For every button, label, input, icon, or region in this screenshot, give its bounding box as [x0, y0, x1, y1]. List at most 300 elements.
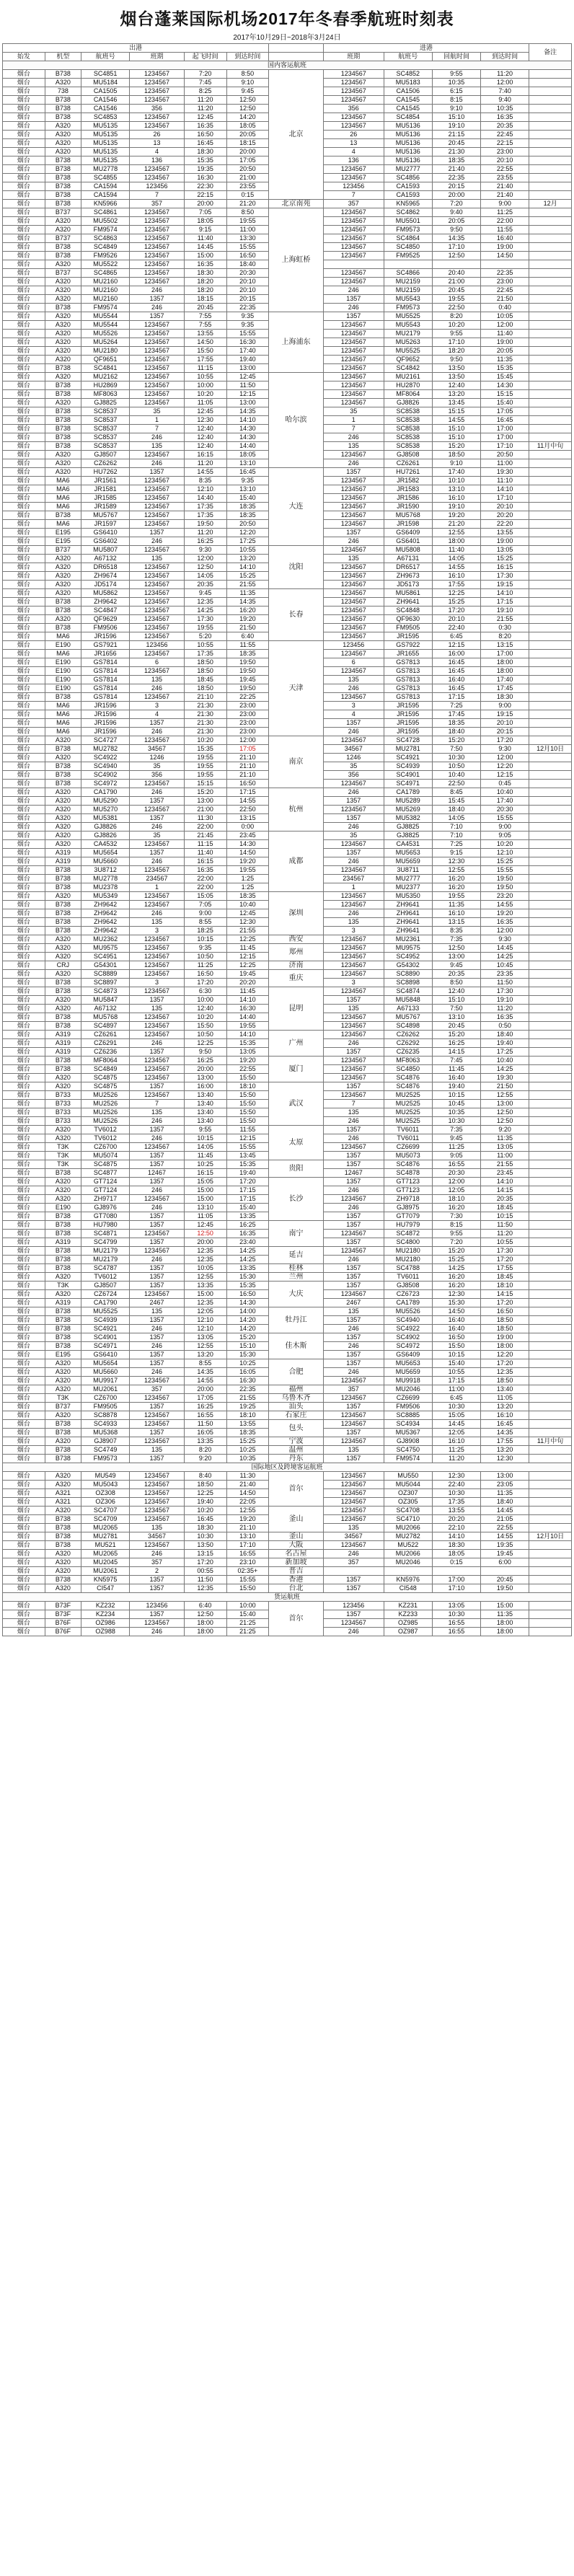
- return-time-cell: 11:40: [432, 546, 480, 555]
- return-time-cell: 12:30: [432, 1290, 480, 1299]
- takeoff-cell: 16:25: [184, 1057, 226, 1065]
- return-days-cell: 135: [323, 918, 384, 927]
- origin-cell: 烟台: [3, 1212, 45, 1221]
- return-flight-cell: CA4531: [384, 840, 432, 849]
- return-days-cell: 1: [323, 416, 384, 425]
- return-arrive-cell: 17:10: [481, 494, 529, 503]
- origin-cell: 烟台: [3, 1472, 45, 1481]
- takeoff-cell: 7:55: [184, 321, 226, 330]
- flight-cell: CA4532: [81, 840, 130, 849]
- return-arrive-cell: 12:50: [481, 1108, 529, 1117]
- takeoff-cell: 15:05: [184, 1178, 226, 1186]
- return-flight-cell: MU2525: [384, 1091, 432, 1100]
- origin-cell: 烟台: [3, 1282, 45, 1290]
- origin-cell: 烟台: [3, 1256, 45, 1264]
- return-days-cell: 246: [323, 788, 384, 797]
- return-flight-cell: MU5526: [384, 1307, 432, 1316]
- destination-cell: 釜山: [269, 1532, 324, 1541]
- return-flight-cell: SC4876: [384, 1082, 432, 1091]
- return-flight-cell: SC4854: [384, 113, 432, 122]
- arrive-cell: 20:50: [226, 165, 269, 174]
- flight-cell: MU2065: [81, 1524, 130, 1532]
- return-days-cell: 246: [323, 1628, 384, 1636]
- return-flight-cell: TV6011: [384, 1134, 432, 1143]
- destination-cell: 石家庄: [269, 1411, 324, 1420]
- takeoff-cell: 21:30: [184, 702, 226, 710]
- days-cell: 1234567: [130, 278, 185, 286]
- return-arrive-cell: 11:20: [481, 70, 529, 79]
- origin-cell: 烟台: [3, 416, 45, 425]
- arrive-cell: 21:25: [226, 1619, 269, 1628]
- takeoff-cell: 19:55: [184, 624, 226, 632]
- arrive-cell: 12:25: [226, 935, 269, 944]
- note-cell: [529, 468, 572, 477]
- days-cell: 1357: [130, 1429, 185, 1437]
- note-cell: [529, 1273, 572, 1282]
- arrive-cell: 13:30: [226, 234, 269, 243]
- aircraft-cell: B738: [45, 1013, 81, 1022]
- origin-cell: 烟台: [3, 1299, 45, 1307]
- return-days-cell: 1234567: [323, 79, 384, 87]
- flight-cell: MU2045: [81, 1558, 130, 1567]
- flight-cell: MU5043: [81, 1481, 130, 1489]
- return-flight-cell: CZ6723: [384, 1290, 432, 1299]
- col-return-flight: 航班号: [384, 53, 432, 61]
- days-cell: 1234567: [130, 122, 185, 131]
- flight-cell: JR1596: [81, 710, 130, 719]
- return-arrive-cell: 10:05: [481, 312, 529, 321]
- takeoff-cell: 16:50: [184, 131, 226, 139]
- arrive-cell: 19:20: [226, 615, 269, 624]
- return-flight-cell: SC8538: [384, 407, 432, 416]
- note-cell: [529, 494, 572, 503]
- return-days-cell: 1357: [323, 1221, 384, 1230]
- return-time-cell: 8:35: [432, 927, 480, 935]
- takeoff-cell: 17:20: [184, 979, 226, 987]
- aircraft-cell: B738: [45, 866, 81, 875]
- days-cell: 1234567: [130, 174, 185, 182]
- return-days-cell: 246: [323, 728, 384, 736]
- aircraft-cell: B738: [45, 304, 81, 312]
- return-flight-cell: GJ8908: [384, 1437, 432, 1446]
- aircraft-cell: B738: [45, 182, 81, 191]
- note-cell: [529, 1403, 572, 1411]
- return-days-cell: 7: [323, 191, 384, 200]
- return-time-cell: 14:55: [432, 416, 480, 425]
- takeoff-cell: 11:30: [184, 814, 226, 823]
- flight-cell: CA1594: [81, 182, 130, 191]
- flight-cell: JR1596: [81, 728, 130, 736]
- takeoff-cell: 20:00: [184, 200, 226, 208]
- return-time-cell: 16:20: [432, 1273, 480, 1282]
- takeoff-cell: 17:35: [184, 511, 226, 520]
- takeoff-cell: 13:15: [184, 1550, 226, 1558]
- arrive-cell: 21:55: [226, 1394, 269, 1403]
- arrive-cell: 14:20: [226, 113, 269, 122]
- takeoff-cell: 5:20: [184, 632, 226, 641]
- arrive-cell: 20:15: [226, 295, 269, 304]
- return-time-cell: 21:40: [432, 165, 480, 174]
- aircraft-cell: B76F: [45, 1628, 81, 1636]
- flight-row: [3, 1507, 572, 1515]
- return-time-cell: 19:10: [432, 122, 480, 131]
- return-time-cell: 22:10: [432, 1524, 480, 1532]
- aircraft-cell: A320: [45, 1186, 81, 1195]
- arrive-cell: 15:20: [226, 1333, 269, 1342]
- return-flight-cell: SC4750: [384, 1446, 432, 1455]
- return-arrive-cell: 16:45: [481, 1420, 529, 1429]
- arrive-cell: 14:55: [226, 797, 269, 806]
- aircraft-cell: B738: [45, 624, 81, 632]
- return-days-cell: 246: [323, 304, 384, 312]
- aircraft-cell: A320: [45, 823, 81, 832]
- arrive-cell: 19:20: [226, 1057, 269, 1065]
- takeoff-cell: 16:35: [184, 260, 226, 269]
- return-arrive-cell: 14:55: [481, 1532, 529, 1541]
- return-time-cell: 12:40: [432, 381, 480, 390]
- flight-cell: MU5135: [81, 148, 130, 156]
- origin-cell: 烟台: [3, 1628, 45, 1636]
- takeoff-cell: 12:50: [184, 1610, 226, 1619]
- return-arrive-cell: 15:15: [481, 390, 529, 399]
- note-cell: [529, 615, 572, 624]
- flight-row: [3, 961, 572, 970]
- origin-cell: 烟台: [3, 1532, 45, 1541]
- return-flight-cell: MU5289: [384, 797, 432, 806]
- aircraft-cell: B738: [45, 1022, 81, 1031]
- return-flight-cell: GJ8975: [384, 1204, 432, 1212]
- takeoff-cell: 16:15: [184, 451, 226, 459]
- return-days-cell: 1357: [323, 1160, 384, 1169]
- note-cell: [529, 979, 572, 987]
- origin-cell: 烟台: [3, 1489, 45, 1498]
- aircraft-cell: A320: [45, 1550, 81, 1558]
- flight-cell: GT7124: [81, 1178, 130, 1186]
- return-flight-cell: CA1506: [384, 87, 432, 96]
- return-arrive-cell: 19:45: [481, 1550, 529, 1558]
- flight-row: [3, 312, 572, 321]
- origin-cell: 烟台: [3, 217, 45, 226]
- takeoff-cell: 16:30: [184, 174, 226, 182]
- flight-cell: MU2782: [81, 745, 130, 754]
- arrive-cell: 23:00: [226, 719, 269, 728]
- flight-cell: SC4939: [81, 1316, 130, 1325]
- origin-cell: 烟台: [3, 754, 45, 762]
- aircraft-cell: MA6: [45, 632, 81, 641]
- note-cell: [529, 70, 572, 79]
- aircraft-cell: B738: [45, 1264, 81, 1273]
- takeoff-cell: 14:05: [184, 1143, 226, 1152]
- takeoff-cell: 16:35: [184, 866, 226, 875]
- takeoff-cell: 12:35: [184, 598, 226, 606]
- aircraft-cell: A320: [45, 399, 81, 407]
- aircraft-cell: A320: [45, 278, 81, 286]
- arrive-cell: 9:35: [226, 477, 269, 485]
- days-cell: 1357: [130, 1126, 185, 1134]
- flight-cell: MU5654: [81, 849, 130, 857]
- flight-cell: CI547: [81, 1584, 130, 1593]
- arrive-cell: 14:20: [226, 1316, 269, 1325]
- takeoff-cell: 12:00: [184, 555, 226, 563]
- arrive-cell: 8:50: [226, 70, 269, 79]
- days-cell: 246: [130, 537, 185, 546]
- return-arrive-cell: 17:00: [481, 650, 529, 658]
- aircraft-cell: B738: [45, 901, 81, 909]
- origin-cell: 烟台: [3, 312, 45, 321]
- origin-cell: 烟台: [3, 1446, 45, 1455]
- arrive-cell: 18:05: [226, 451, 269, 459]
- flight-cell: SC4849: [81, 243, 130, 252]
- days-cell: 26: [130, 131, 185, 139]
- origin-cell: 烟台: [3, 650, 45, 658]
- flight-cell: SC4875: [81, 1160, 130, 1169]
- takeoff-cell: 10:50: [184, 953, 226, 961]
- return-arrive-cell: 14:35: [481, 1429, 529, 1437]
- return-days-cell: 1234567: [323, 494, 384, 503]
- flight-cell: CA1505: [81, 87, 130, 96]
- header-column-row: [3, 53, 572, 61]
- origin-cell: 烟台: [3, 857, 45, 866]
- return-time-cell: 20:45: [432, 286, 480, 295]
- aircraft-cell: B76F: [45, 1619, 81, 1628]
- origin-cell: 烟台: [3, 485, 45, 494]
- flight-row: [3, 1550, 572, 1558]
- return-time-cell: 9:40: [432, 208, 480, 217]
- destination-cell: 上海虹桥: [269, 208, 324, 312]
- return-days-cell: 135: [323, 555, 384, 563]
- return-days-cell: 1234567: [323, 70, 384, 79]
- arrive-cell: 0:15: [226, 191, 269, 200]
- flight-cell: MU5544: [81, 321, 130, 330]
- origin-cell: 烟台: [3, 927, 45, 935]
- return-arrive-cell: 14:15: [481, 1186, 529, 1195]
- arrive-cell: 12:45: [226, 909, 269, 918]
- days-cell: 1234567: [130, 693, 185, 702]
- return-arrive-cell: 18:40: [481, 1498, 529, 1507]
- days-cell: 246: [130, 1628, 185, 1636]
- days-cell: 1234567: [130, 338, 185, 347]
- arrive-cell: 15:40: [226, 494, 269, 503]
- takeoff-cell: 10:20: [184, 1507, 226, 1515]
- destination-cell: 长沙: [269, 1178, 324, 1221]
- origin-cell: 烟台: [3, 451, 45, 459]
- flight-cell: JR1596: [81, 719, 130, 728]
- return-arrive-cell: 21:40: [481, 191, 529, 200]
- note-cell: [529, 1628, 572, 1636]
- return-arrive-cell: 22:20: [481, 520, 529, 529]
- takeoff-cell: 8:55: [184, 1359, 226, 1368]
- return-days-cell: 35: [323, 407, 384, 416]
- return-arrive-cell: 12:00: [481, 79, 529, 87]
- takeoff-cell: 14:40: [184, 494, 226, 503]
- origin-cell: 烟台: [3, 1264, 45, 1273]
- arrive-cell: 18:35: [226, 1429, 269, 1437]
- days-cell: 1357: [130, 468, 185, 477]
- aircraft-cell: A320: [45, 788, 81, 797]
- return-time-cell: 18:10: [432, 1195, 480, 1204]
- return-days-cell: 1234567: [323, 269, 384, 278]
- note-cell: [529, 1282, 572, 1290]
- return-days-cell: 1234567: [323, 1411, 384, 1420]
- destination-cell: 沈阳: [269, 546, 324, 589]
- return-flight-cell: MU5136: [384, 148, 432, 156]
- origin-cell: 烟台: [3, 139, 45, 148]
- return-days-cell: [323, 1567, 384, 1576]
- origin-cell: 烟台: [3, 494, 45, 503]
- aircraft-cell: MA6: [45, 503, 81, 511]
- return-time-cell: 17:10: [432, 243, 480, 252]
- return-flight-cell: SC4708: [384, 1507, 432, 1515]
- origin-cell: 烟台: [3, 1316, 45, 1325]
- return-arrive-cell: 22:55: [481, 1524, 529, 1532]
- takeoff-cell: 13:40: [184, 1091, 226, 1100]
- aircraft-cell: A320: [45, 451, 81, 459]
- takeoff-cell: 18:45: [184, 676, 226, 684]
- days-cell: 7: [130, 425, 185, 433]
- aircraft-cell: A320: [45, 1290, 81, 1299]
- return-flight-cell: GS7813: [384, 667, 432, 676]
- days-cell: 246: [130, 1256, 185, 1264]
- note-cell: [529, 1160, 572, 1169]
- note-cell: [529, 676, 572, 684]
- origin-cell: 烟台: [3, 970, 45, 979]
- return-time-cell: 7:35: [432, 1126, 480, 1134]
- return-time-cell: 19:20: [432, 511, 480, 520]
- flight-cell: ZH9674: [81, 572, 130, 581]
- aircraft-cell: E195: [45, 529, 81, 537]
- col-arrive: 到达时间: [226, 53, 269, 61]
- arrive-cell: 20:30: [226, 269, 269, 278]
- return-days-cell: 1234567: [323, 632, 384, 641]
- note-cell: [529, 1446, 572, 1455]
- flight-row: [3, 546, 572, 555]
- return-days-cell: 4: [323, 148, 384, 156]
- return-flight-cell: SC4878: [384, 1169, 432, 1178]
- origin-cell: 烟台: [3, 252, 45, 260]
- return-arrive-cell: 10:45: [481, 961, 529, 970]
- return-days-cell: 1357: [323, 1584, 384, 1593]
- return-arrive-cell: 21:55: [481, 615, 529, 624]
- flight-cell: MU2781: [81, 1532, 130, 1541]
- arrive-cell: 21:50: [226, 624, 269, 632]
- return-time-cell: 6:45: [432, 1394, 480, 1403]
- return-arrive-cell: 18:45: [481, 1273, 529, 1282]
- return-days-cell: 1234567: [323, 953, 384, 961]
- origin-cell: 烟台: [3, 1152, 45, 1160]
- days-cell: 1357: [130, 1455, 185, 1463]
- takeoff-cell: 19:35: [184, 165, 226, 174]
- origin-cell: 烟台: [3, 589, 45, 598]
- note-cell: [529, 1108, 572, 1117]
- days-cell: 357: [130, 1385, 185, 1394]
- return-days-cell: 1234567: [323, 217, 384, 226]
- note-cell: [529, 1489, 572, 1498]
- return-time-cell: 10:40: [432, 771, 480, 780]
- takeoff-cell: 21:00: [184, 806, 226, 814]
- return-arrive-cell: 18:00: [481, 667, 529, 676]
- origin-cell: 烟台: [3, 330, 45, 338]
- note-cell: [529, 1152, 572, 1160]
- aircraft-cell: A319: [45, 849, 81, 857]
- flight-cell: KZ232: [81, 1602, 130, 1610]
- takeoff-cell: 12:35: [184, 1256, 226, 1264]
- takeoff-cell: 7:45: [184, 79, 226, 87]
- takeoff-cell: 12:30: [184, 416, 226, 425]
- arrive-cell: 1:25: [226, 875, 269, 883]
- return-time-cell: 21:30: [432, 148, 480, 156]
- days-cell: 1234567: [130, 1091, 185, 1100]
- takeoff-cell: 21:10: [184, 693, 226, 702]
- return-arrive-cell: 17:00: [481, 433, 529, 442]
- return-flight-cell: CA1789: [384, 1299, 432, 1307]
- takeoff-cell: 11:40: [184, 849, 226, 857]
- return-flight-cell: SC4898: [384, 1022, 432, 1031]
- takeoff-cell: 18:30: [184, 148, 226, 156]
- days-cell: 1234567: [130, 399, 185, 407]
- return-time-cell: 15:10: [432, 996, 480, 1005]
- origin-cell: 烟台: [3, 148, 45, 156]
- return-arrive-cell: 18:00: [481, 1628, 529, 1636]
- origin-cell: 烟台: [3, 1031, 45, 1039]
- aircraft-cell: A320: [45, 555, 81, 563]
- return-time-cell: 16:20: [432, 1204, 480, 1212]
- aircraft-cell: A320: [45, 79, 81, 87]
- flight-row: [3, 200, 572, 208]
- arrive-cell: 19:50: [226, 684, 269, 693]
- days-cell: 35: [130, 832, 185, 840]
- days-cell: 35: [130, 407, 185, 416]
- origin-cell: 烟台: [3, 1368, 45, 1377]
- aircraft-cell: B738: [45, 1316, 81, 1325]
- days-cell: 1234567: [130, 390, 185, 399]
- flight-cell: SC8537: [81, 416, 130, 425]
- arrive-cell: 22:50: [226, 806, 269, 814]
- takeoff-cell: 9:35: [184, 944, 226, 953]
- return-flight-cell: SC8538: [384, 442, 432, 451]
- aircraft-cell: A320: [45, 944, 81, 953]
- return-flight-cell: MU5768: [384, 511, 432, 520]
- aircraft-cell: A320: [45, 312, 81, 321]
- return-days-cell: 1234567: [323, 321, 384, 330]
- return-arrive-cell: 10:35: [481, 105, 529, 113]
- return-arrive-cell: 14:50: [481, 252, 529, 260]
- return-days-cell: 1357: [323, 1178, 384, 1186]
- note-cell: [529, 156, 572, 165]
- origin-cell: 烟台: [3, 728, 45, 736]
- return-flight-cell: MU2525: [384, 1108, 432, 1117]
- flight-cell: SC4727: [81, 736, 130, 745]
- return-time-cell: 7:45: [432, 1057, 480, 1065]
- days-cell: 1357: [130, 1048, 185, 1057]
- return-flight-cell: SC4800: [384, 1238, 432, 1247]
- return-flight-cell: QF9630: [384, 615, 432, 624]
- aircraft-cell: B73F: [45, 1602, 81, 1610]
- takeoff-cell: 9:20: [184, 1455, 226, 1463]
- return-flight-cell: MU5073: [384, 1152, 432, 1160]
- return-flight-cell: MU2782: [384, 1532, 432, 1541]
- takeoff-cell: 12:35: [184, 1247, 226, 1256]
- flight-row: [3, 1472, 572, 1481]
- flight-cell: MU2778: [81, 165, 130, 174]
- aircraft-cell: B738: [45, 875, 81, 883]
- arrive-cell: 15:50: [226, 1117, 269, 1126]
- return-flight-cell: MU9575: [384, 944, 432, 953]
- days-cell: 1234567: [130, 373, 185, 381]
- return-arrive-cell: 17:55: [481, 1264, 529, 1273]
- return-arrive-cell: 15:25: [481, 555, 529, 563]
- return-days-cell: 1357: [323, 1264, 384, 1273]
- arrive-cell: 12:55: [226, 1507, 269, 1515]
